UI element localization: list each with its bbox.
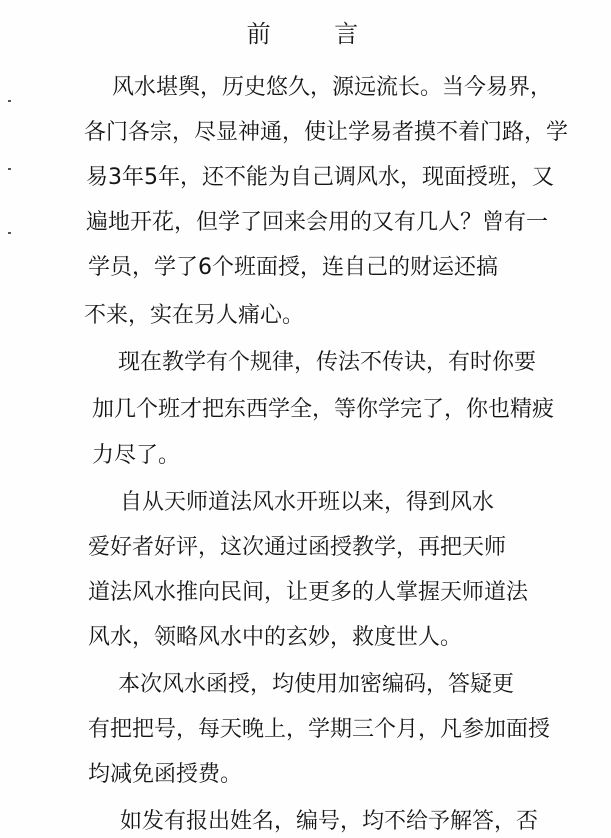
scan-speck [8,232,11,234]
text-line: 遍地开花，但学了回来会用的又有几人？曾有一 [86,210,549,235]
text-line: 本次风水函授，均使用加密编码，答疑更 [118,672,515,697]
text-line: 有把把号，每天晚上，学期三个月，凡参加面授 [88,717,551,742]
text-line: 均减免函授费。 [88,762,243,787]
text-line: 现在教学有个规律，传法不传诀，有时你要 [118,350,537,375]
scan-speck [8,168,11,170]
text-line: 力尽了。 [92,443,181,468]
text-line: 如发有报出姓名，编号，均不给予解答，否 [120,809,539,834]
page-title: 前 言 [246,20,387,48]
text-line: 爱好者好评，这次通过函授教学，再把天师 [88,535,507,560]
text-line: 自从天师道法风水开班以来，得到风水 [120,490,495,515]
text-line: 风水堪舆，历史悠久，源远流长。当今易界， [112,75,553,100]
text-line: 不来，实在另人痛心。 [84,303,305,328]
text-line: 各门各宗，尽显神通，使让学易者摸不着门路，学 [84,120,569,145]
text-line: 道法风水推向民间，让更多的人掌握天师道法 [88,580,529,605]
text-line: 加几个班才把东西学全，等你学完了，你也精疲 [92,397,555,422]
text-line: 学员，学了6个班面授，连自己的财运还搞 [88,255,498,280]
text-line: 风水，领略风水中的玄妙，救度世人。 [88,625,463,650]
text-line: 易3年5年，还不能为自己调风水，现面授班，又 [86,165,554,190]
scan-speck [8,100,11,102]
